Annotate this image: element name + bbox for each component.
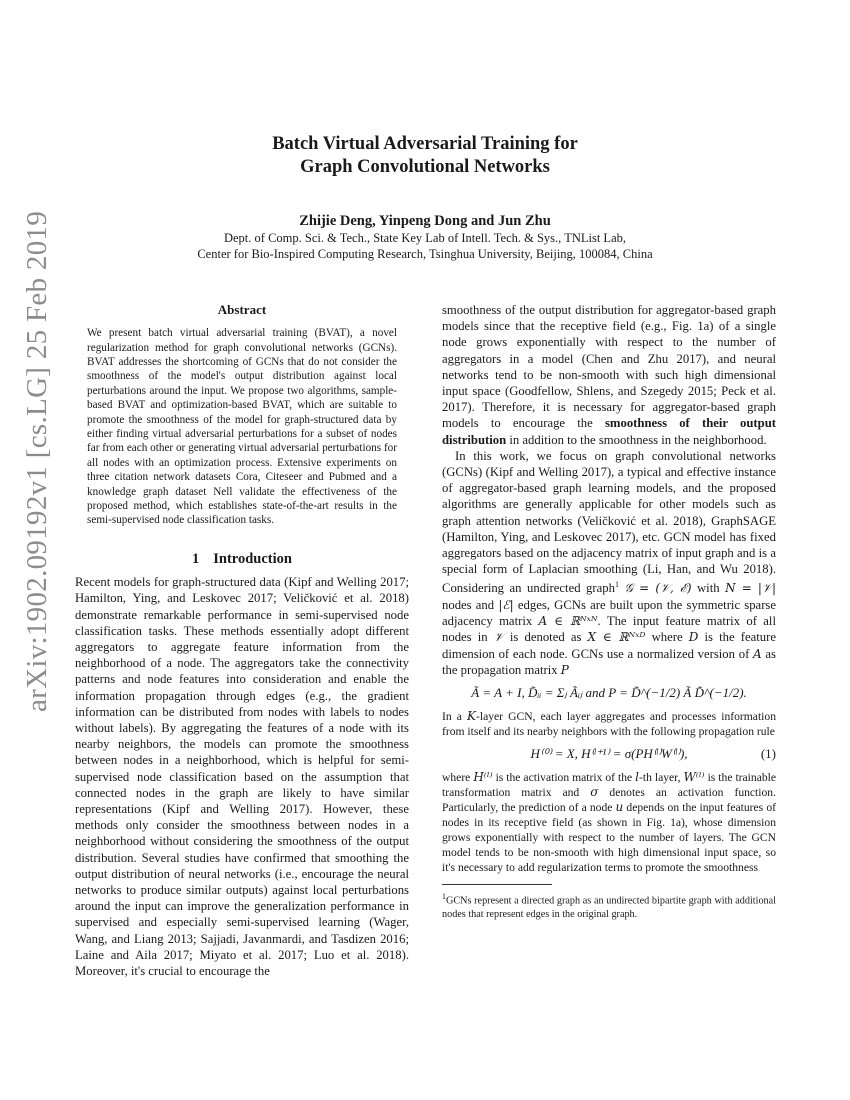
math-p: P [560,662,569,677]
text-run: is the activation matrix of the [492,771,636,785]
equation-number: (1) [760,746,776,762]
footnote-text: GCNs represent a directed graph as an undirected bipartite graph with additional nodes that represent edges in the original graph. [442,895,776,920]
text-run: smoothness of the output distribution for aggregator-based graph models since that the receptive field (e.g., Fig. 1a) of a single node grows exponentially with respect to the number of aggregators in a model (Chen and Zhu 2017), and neural networks tend to be non-smooth with such high dimensional input space (Goodfellow, Shlens, and Szegedy 2015; Peck et al. 2017). Therefore, it is necessary for aggregator-based graph models to encourage the [442,303,776,431]
math-u: u [615,800,624,815]
equation-1-body: H⁽⁰⁾ = X, H⁽ˡ⁺¹⁾ = σ(PH⁽ˡ⁾W⁽ˡ⁾), [530,746,688,762]
left-column [75,302,409,979]
section-heading-introduction [75,551,409,567]
text-run: with [691,581,726,596]
math-a-var: A [753,646,762,661]
math-k: K [467,709,476,724]
paper-title-line-1: Batch Virtual Adversarial Training for [272,134,578,154]
math-w-l: W⁽ˡ⁾ [683,770,705,785]
text-run: in addition to the smoothness in the neighborhood. [506,432,767,447]
text-run: In this work, we focus on graph convolutional networks (GCNs) (Kipf and Welling 2017), a typical and effective instance of aggregator-based graph learning models, and the proposed algorithms are generally applicable for other models such as graph attention networks (Veličković et al. 2018), GraphSAGE (Hamilton, Ying, and Leskovec 2017), etc. GCN model has fixed aggregators based on the adjacency matrix of input graph and is a special form of Laplacian smoothing (Li, Han, and Wu 2018). Considering an undirected graph [442,448,776,596]
text-run: where [442,771,474,785]
affiliation-line-2: Center for Bio-Inspired Computing Research, Tsinghua University, Beijing, 100084, China [197,247,653,261]
math-n: N = |𝒱| [725,581,776,596]
text-run: as the propagation matrix [442,646,776,677]
footnote-mark: 1 [614,580,619,590]
equation-1 [442,746,776,762]
right-paragraph-1 [442,302,776,448]
math-v: 𝒱 [493,630,504,645]
right-paragraph-2 [442,448,776,678]
text-run: is denoted as [503,630,588,645]
footnote-divider [442,884,552,885]
text-run: nodes and [442,597,499,612]
paper-header [0,133,850,262]
paper-title-line-2: Graph Convolutional Networks [300,157,550,177]
authors: Zhijie Deng, Yinpeng Dong and Jun Zhu [299,213,551,229]
emphasis-text: smoothness of their output distribution [442,416,776,447]
text-run: denotes an activation function. Particularly, the prediction of a node [442,786,776,815]
text-run: is the trainable transformation matrix and [442,771,777,800]
math-e: |ℰ| [498,597,514,612]
text-run: -th layer, [639,771,684,785]
math-x: X ∈ ℝᴺˣᴰ [587,630,646,645]
section-title: Introduction [213,550,292,567]
text-run: -layer GCN, each layer aggregates and processes information from itself and its nearby neighbors with the following propagation rule [442,710,776,739]
footnote-number: 1 [442,892,446,902]
footnote [442,890,776,920]
arxiv-identifier: arXiv:1902.09192v1 [cs.LG] 25 Feb 2019 [21,210,53,712]
text-run: where [645,630,689,645]
text-run: . The input feature matrix of all nodes in [442,614,776,645]
abstract-text: We present batch virtual adversarial training (BVAT), a novel regularization method for graph convolutional networks (GCNs). BVAT addresses the shortcoming of GCNs that do not consider the smoothness of the model's output distribution against local perturbations around the input. We propose two algorithms, sample-based BVAT and optimization-based BVAT, which are suitable to promote the smoothness of the model for graph-structured data by either finding virtual adversarial perturbations for a subset of nodes far from each other or generating virtual adversarial perturbations for all nodes with an optimization process. Extensive experiments on three citation network datasets Cora, Citeseer and Pubmed and a knowledge graph dataset Nell validate the effectiveness of the proposed method, which establishes state-of-the-art results in the semi-supervised node classification tasks. [87,327,397,527]
math-l: l [635,770,640,785]
right-column [442,302,776,921]
right-paragraph-3 [442,709,776,739]
text-run: depends on the input features of nodes in its receptive field (as shown in Fig. 1a), whose dimension grows exponentially with respect to the number of layers. The GCN model tends to be non-smooth with high dimensional input space, so it's necessary to add regularization terms to promote the smoothness [442,801,776,875]
math-h-l: H⁽ˡ⁾ [473,770,493,785]
text-run: is the feature dimension of each node. GCNs use a normalized version of [442,630,776,661]
abstract-heading: Abstract [217,302,267,317]
math-d: D [688,630,699,645]
section-number: 1 [192,550,200,567]
math-sigma: σ [590,785,599,800]
math-a: A ∈ ℝᴺˣᴺ [538,614,598,629]
math-graph: 𝒢 = (𝒱, ℰ) [624,581,692,596]
right-paragraph-4 [442,770,776,875]
equation-normalization: Ã = A + I, D̃ᵢᵢ = Σⱼ Ãᵢⱼ and P = D̃^(−1/2) Ã D̃^(−1/2). [471,684,747,700]
intro-paragraph: Recent models for graph-structured data (Kipf and Welling 2017; Hamilton, Ying, and Leskovec 2017; Veličković et al. 2018) demonstrate remarkable performance in semi-supervised node classification tasks. These methods essentially adopt different aggregators to aggregate feature information from the neighborhood of a node. The aggregators take the connectivity patterns and node features into consideration and enable the information propagation through edges (e.g., the gradient information can be distributed from nodes with labels to nodes without labels). By aggregating the features of a node with its nearby neighbors, the models can promote the smoothness between nodes in a neighborhood, which is helpful for semi-supervised node classification based on the assumption that connected nodes in the graph are likely to have similar representations (Kipf and Welling 2017). However, these methods only consider the smoothness between nodes in a neighborhood without considering the smoothness of the output distribution. Several studies have confirmed that smoothing the output distribution of neural networks (i.e., encourage the neural networks to produce similar outputs) against local perturbations around the input can improve the generalization performance in supervised and especially semi-supervised learning (Wager, Wang, and Liang 2013; Sajjadi, Javanmardi, and Tasdizen 2016; Laine and Aila 2017; Miyato et al. 2017; Luo et al. 2018). Moreover, it's crucial to encourage the [75,575,409,978]
affiliation-line-1: Dept. of Comp. Sci. & Tech., State Key Lab of Intell. Tech. & Sys., TNList Lab, [223,231,626,245]
text-run: In a [442,710,468,724]
text-run: edges, GCNs are built upon the symmetric sparse adjacency matrix [442,597,776,629]
